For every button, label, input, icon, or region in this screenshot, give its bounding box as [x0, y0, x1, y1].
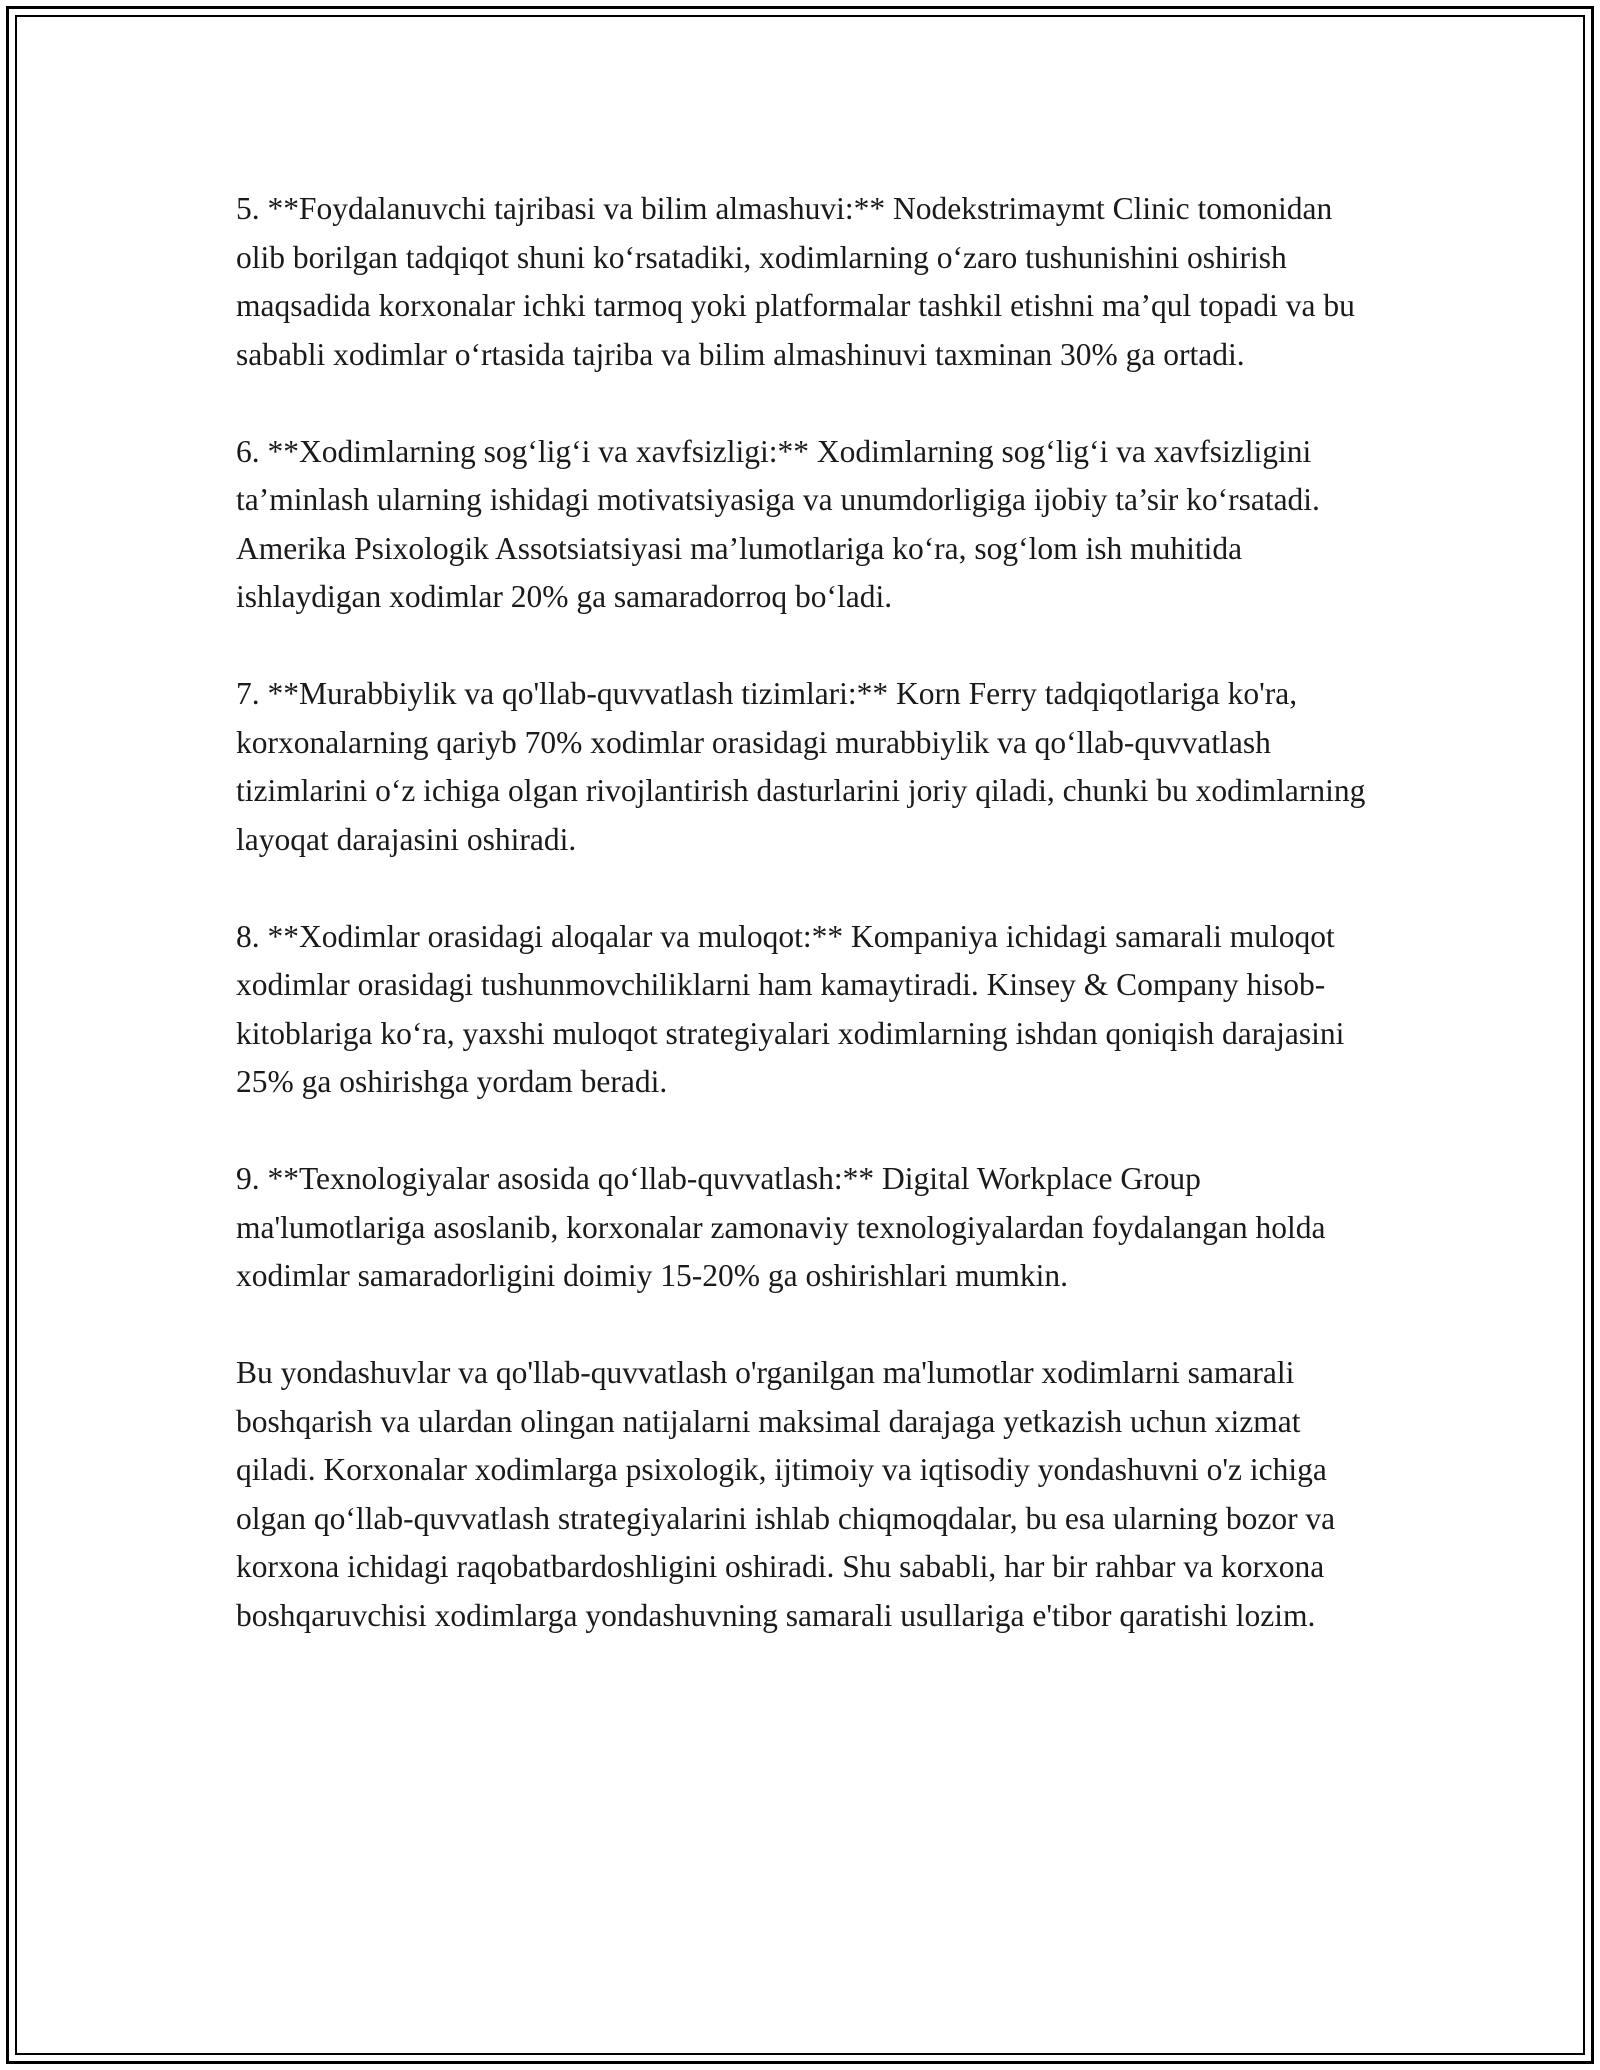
paragraph-5-user-experience: 5. **Foydalanuvchi tajribasi va bilim almashuvi:** Nodekstrimaymt Clinic tomonidan olib borilgan tadqiqot shuni ko‘rsatadiki, xodimlarning o‘zaro tushunishini oshirish maqsadida korxonalar ichki tarmoq yoki platformalar tashkil etishni ma’qul topadi va bu sababli xodimlar o‘rtasida tajriba va bilim almashinuvi taxminan 30% ga ortadi.: [236, 191, 1355, 372]
paragraph-9-technology: 9. **Texnologiyalar asosida qo‘llab-quvvatlash:** Digital Workplace Group ma'lumotlariga asoslanib, korxonalar zamonaviy texnologiyalardan foydalangan holda xodimlar samaradorligini doimiy 15-20% ga oshirishlari mumkin.: [236, 1161, 1326, 1293]
paragraph-6-health-safety: 6. **Xodimlarning sog‘lig‘i va xavfsizligi:** Xodimlarning sog‘lig‘i va xavfsizligini ta’minlash ularning ishidagi motivatsiyasiga va unumdorligiga ijobiy ta’sir ko‘rsatadi. Amerika Psixologik Assotsiatsiyasi ma’lumotlariga ko‘ra, sog‘lom ish muhitida ishlaydigan xodimlar 20% ga samaradorroq bo‘ladi.: [236, 433, 1320, 614]
paragraph-7-mentoring: 7. **Murabbiylik va qo'llab-quvvatlash tizimlari:** Korn Ferry tadqiqotlariga ko'ra, korxonalarning qariyb 70% xodimlar orasidagi murabbiylik va qo‘llab-quvvatlash tizimlarini o‘z ichiga olgan rivojlantirish dasturlarini joriy qiladi, chunki bu xodimlarning layoqat darajasini oshiradi.: [236, 676, 1366, 857]
document-body: [236, 185, 1376, 1689]
paragraph-8-communication: 8. **Xodimlar orasidagi aloqalar va muloqot:** Kompaniya ichidagi samarali muloqot xodimlar orasidagi tushunmovchiliklarni ham kamaytiradi. Kinsey & Company hisob-kitoblariga ko‘ra, yaxshi muloqot strategiyalari xodimlarning ishdan qoniqish darajasini 25% ga oshirishga yordam beradi.: [236, 918, 1345, 1099]
paragraph-conclusion: Bu yondashuvlar va qo'llab-quvvatlash o'rganilgan ma'lumotlar xodimlarni samarali boshqarish va ulardan olingan natijalarni maksimal darajaga yetkazish uchun xizmat qiladi. Korxonalar xodimlarga psixologik, ijtimoiy va iqtisodiy yondashuvni o'z ichiga olgan qo‘llab-quvvatlash strategiyalarini ishlab chiqmoqdalar, bu esa ularning bozor va korxona ichidagi raqobatbardoshligini oshiradi. Shu sababli, har bir rahbar va korxona boshqaruvchisi xodimlarga yondashuvning samarali usullariga e'tibor qaratishi lozim.: [236, 1355, 1336, 1633]
